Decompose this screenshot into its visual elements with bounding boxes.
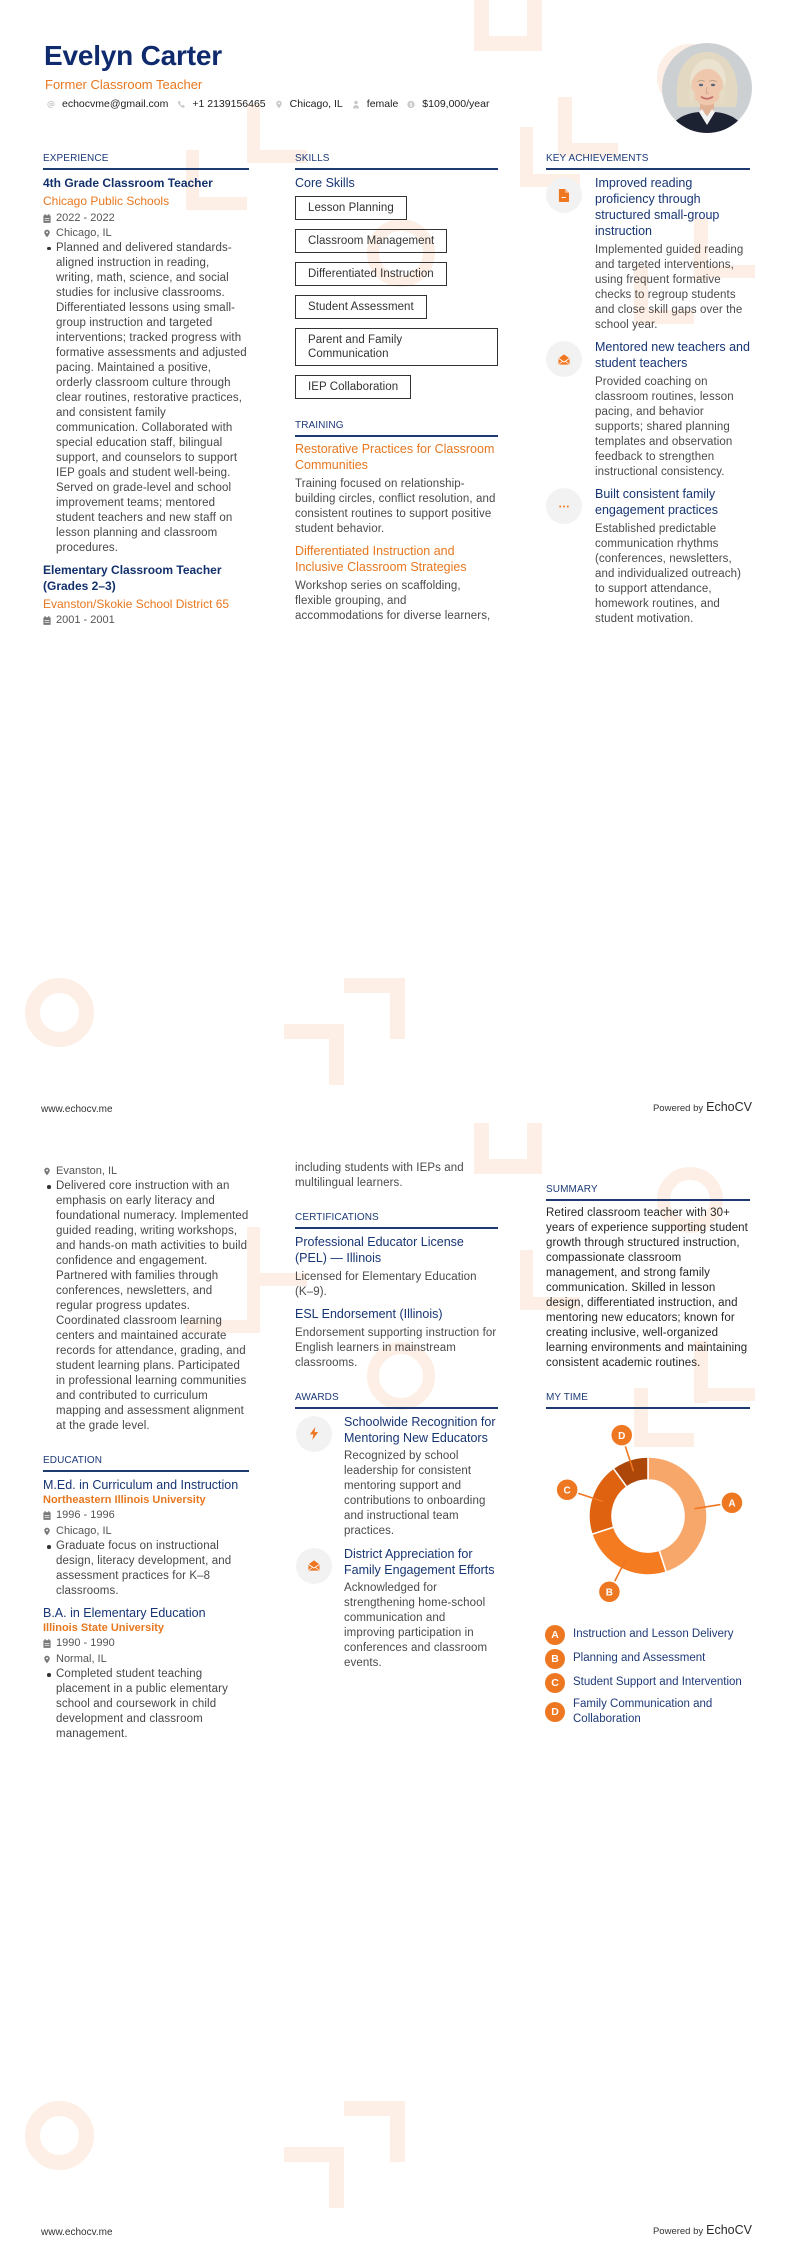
education-dates	[43, 1507, 249, 1523]
location-text: Chicago, IL	[56, 226, 112, 239]
phone-text: +1 2139156465	[192, 98, 266, 110]
chart-marker-c	[556, 1478, 578, 1500]
background-decoration	[474, 0, 542, 51]
awards-heading: AWARDS	[295, 1391, 498, 1409]
certification-title: ESL Endorsement (Illinois)	[295, 1307, 443, 1321]
award-description: Acknowledged for strengthening home-school communication and improving participation in conferences and classroom events.	[344, 1582, 488, 1669]
chart-marker-b	[598, 1580, 620, 1602]
legend-item-a	[545, 1625, 750, 1645]
location-pin-icon	[275, 100, 283, 109]
training-title: Restorative Practices for Classroom Communities	[295, 442, 495, 472]
calendar-icon	[43, 214, 51, 223]
achievement-description: Provided coaching on classroom routines, lesson pacing, and behavior supports; shared planning templates and observation feedback to strengthen instructional consistency.	[595, 375, 734, 478]
legend-label: Instruction and Lesson Delivery	[573, 1628, 734, 1640]
location-text: Normal, IL	[56, 1653, 107, 1665]
salary-text: $109,000/year	[422, 98, 490, 110]
achievement-description: Implemented guided reading and targeted interventions, using frequent formative checks to regroup students and close skill gaps over the school year.	[595, 243, 744, 331]
svg-text:C: C	[563, 1484, 571, 1496]
bullet-item: Delivered core instruction with an emphasis on early literacy and foundational numeracy. Implemented guided reading, writing workshops, and hands-on math activities to build confidence and engagement. Partnered with families through conferences, newsletters, and regular progress updates. Coordinated classroom learning centers and maintained accurate records for attendance, grading, and student learning plans. Participated in professional learning communities and contributed to curriculum mapping and assessment alignment at the grade level.	[56, 1180, 249, 1432]
award-description: Recognized by school leadership for consistent mentoring support and contributions to onboarding and instructional team practices.	[344, 1450, 486, 1537]
achievement-title: Built consistent family engagement practices	[595, 487, 718, 517]
achievement-body	[595, 175, 750, 333]
svg-text:A: A	[728, 1497, 736, 1509]
achievement-icon-badge	[546, 341, 582, 377]
legend-label: Student Support and Intervention	[573, 1676, 742, 1688]
footer-website-link[interactable]: www.echocv.me	[41, 1104, 113, 1115]
degree-title: M.Ed. in Curriculum and Instruction	[43, 1478, 239, 1492]
powered-by-label: Powered by	[652, 1103, 704, 1114]
gender-text: female	[366, 98, 399, 110]
experience-entry	[43, 175, 249, 556]
job-dates	[43, 613, 249, 628]
date-range-text: 1996 - 1996	[56, 1509, 115, 1521]
training-section	[295, 419, 498, 624]
donut-segment-b	[592, 1527, 666, 1575]
employer-name: Chicago Public Schools	[43, 194, 170, 208]
achievement-description: Established predictable communication rhythms (conferences, newsletters, and individualized outreach) to support attendance, homework routines, and student motivation.	[595, 522, 742, 625]
background-decoration	[390, 2101, 405, 2162]
location-pin-icon	[43, 1167, 51, 1176]
date-range-text: 1990 - 1990	[56, 1637, 115, 1649]
school-name: Illinois State University	[43, 1622, 165, 1634]
footer-powered-by[interactable]	[653, 1100, 752, 1114]
bullet-item: Planned and delivered standards-aligned instruction in reading, writing, math, science, and social studies for inclusive classrooms. Differentiated lessons using small-group instruction and targeted interventions; tracked progress with formative assessments and adjusted pacing. Maintained a positive, orderly classroom culture through clear routines, restorative practices, and consistent family communication. Collaborated with special education staff, bilingual support, and counselors to support IEP goals and student well-being. Served on grade-level and school improvement teams; mentored student teachers and new staff on lesson planning and classroom procedures.	[56, 241, 249, 556]
education-entry	[43, 1477, 249, 1599]
contact-salary	[407, 97, 489, 111]
skills-heading: SKILLS	[295, 152, 498, 170]
experience-entry	[43, 562, 249, 629]
location-text: Chicago, IL	[289, 98, 343, 110]
skill-tag: Parent and Family Communication	[295, 328, 498, 366]
envelope-open-icon	[558, 353, 570, 366]
achievement-body	[595, 339, 750, 480]
education-section	[43, 1454, 249, 1742]
date-range-text: 2022 - 2022	[56, 211, 115, 224]
location-pin-icon	[43, 1527, 51, 1536]
background-decoration	[329, 1024, 344, 1085]
award-item	[295, 1414, 498, 1540]
job-bullets	[43, 1179, 249, 1434]
background-decoration	[390, 978, 405, 1039]
achievement-title: Improved reading proficiency through structured small-group instruction	[595, 176, 720, 238]
right-column	[546, 152, 750, 627]
lightning-bolt-icon	[308, 1427, 320, 1440]
achievement-body	[595, 486, 750, 627]
certification-description: Licensed for Elementary Education (K–9).	[295, 1270, 477, 1298]
left-column	[43, 152, 249, 628]
brand-name: EchoCV	[706, 2223, 752, 2237]
job-dates	[43, 211, 249, 226]
skill-tag: Student Assessment	[295, 295, 427, 319]
right-column	[546, 1183, 750, 1731]
education-entry	[43, 1605, 249, 1742]
award-body	[344, 1546, 498, 1672]
education-location	[43, 1651, 249, 1667]
skill-tag: Differentiated Instruction	[295, 262, 447, 286]
bullet-item: Graduate focus on instructional design, literacy development, and assessment practices for K–8 classrooms.	[56, 1539, 249, 1599]
training-description: Training focused on relationship-building circles, conflict resolution, and consistent routines to support positive student behavior.	[295, 477, 496, 535]
training-title: Differentiated Instruction and Inclusive Classroom Strategies	[295, 544, 467, 574]
chart-legend	[546, 1625, 750, 1727]
experience-entry-continued	[43, 1164, 249, 1434]
training-heading: TRAINING	[295, 419, 498, 437]
certifications-section	[295, 1211, 498, 1371]
contact-info-row	[47, 97, 498, 111]
award-title: District Appreciation for Family Engagement Efforts	[344, 1546, 495, 1577]
skill-tag: IEP Collaboration	[295, 375, 411, 399]
contact-gender	[352, 97, 399, 111]
powered-by-label: Powered by	[652, 2226, 704, 2237]
location-text: Evanston, IL	[56, 1165, 118, 1177]
footer-website-link[interactable]: www.echocv.me	[41, 2227, 113, 2238]
calendar-icon	[43, 616, 51, 625]
chart-marker-a	[721, 1491, 743, 1513]
background-decoration	[25, 978, 94, 1047]
bullet-item: Completed student teaching placement in a public elementary school and coursework in child development and classroom management.	[56, 1667, 249, 1742]
achievement-item	[546, 339, 750, 480]
background-decoration	[329, 2147, 344, 2208]
achievement-title: Mentored new teachers and student teachers	[595, 340, 750, 370]
skills-section	[295, 152, 498, 408]
achievements-section	[546, 152, 750, 627]
education-location	[43, 1523, 249, 1539]
school-name: Northeastern Illinois University	[43, 1494, 206, 1506]
phone-icon	[177, 100, 185, 109]
job-title: Elementary Classroom Teacher (Grades 2–3)	[43, 562, 222, 593]
my-time-heading: MY TIME	[546, 1391, 750, 1409]
education-heading: EDUCATION	[43, 1454, 249, 1472]
at-icon	[47, 100, 55, 109]
education-dates	[43, 1635, 249, 1651]
location-pin-icon	[43, 1655, 51, 1664]
achievement-item	[546, 486, 750, 627]
footer-powered-by[interactable]	[653, 2223, 752, 2237]
legend-marker: C	[545, 1673, 565, 1693]
award-icon-badge	[296, 1548, 332, 1584]
file-icon	[558, 189, 570, 202]
candidate-title: Former Classroom Teacher	[45, 77, 203, 92]
skills-list	[295, 196, 498, 408]
legend-marker: D	[545, 1702, 565, 1722]
location-pin-icon	[43, 229, 51, 238]
award-body	[344, 1414, 498, 1540]
brand-name: EchoCV	[706, 1100, 752, 1114]
skills-group-title: Core Skills	[295, 176, 355, 190]
employer-name: Evanston/Skokie School District 65	[43, 596, 230, 611]
legend-item-c	[545, 1673, 750, 1693]
middle-column	[295, 1161, 498, 1671]
background-decoration	[25, 2101, 94, 2170]
award-title: Schoolwide Recognition for Mentoring New Educators	[344, 1414, 496, 1445]
svg-text:B: B	[605, 1586, 614, 1598]
achievement-icon-badge	[546, 177, 582, 213]
training-description-continued: including students with IEPs and multilingual learners.	[295, 1162, 464, 1189]
left-column	[43, 1164, 249, 1742]
email-text: echocvme@gmail.com	[62, 98, 169, 110]
summary-heading: SUMMARY	[546, 1183, 750, 1201]
awards-section	[295, 1391, 498, 1672]
ellipsis-icon	[558, 500, 570, 513]
calendar-icon	[43, 1511, 51, 1520]
summary-section	[546, 1183, 750, 1371]
skill-tag: Classroom Management	[295, 229, 447, 253]
skill-tag: Lesson Planning	[295, 196, 407, 220]
calendar-icon	[43, 1639, 51, 1648]
achievement-item	[546, 175, 750, 333]
location-text: Chicago, IL	[56, 1525, 112, 1537]
contact-location	[275, 97, 343, 111]
certifications-heading: CERTIFICATIONS	[295, 1211, 498, 1229]
chart-marker-d	[611, 1424, 633, 1446]
person-icon	[352, 100, 360, 109]
profile-photo	[662, 43, 752, 133]
portrait-image	[662, 43, 752, 133]
legend-item-b	[545, 1649, 750, 1669]
education-bullets	[43, 1667, 249, 1742]
legend-marker: A	[545, 1625, 565, 1645]
middle-column	[295, 152, 498, 624]
legend-label: Family Communication and Collaboration	[573, 1697, 713, 1725]
legend-label: Planning and Assessment	[573, 1652, 706, 1664]
date-range-text: 2001 - 2001	[56, 614, 115, 626]
achievements-heading: KEY ACHIEVEMENTS	[546, 152, 750, 170]
envelope-open-icon	[308, 1559, 320, 1572]
contact-email[interactable]	[47, 97, 168, 111]
candidate-name: Evelyn Carter	[44, 40, 222, 71]
job-title: 4th Grade Classroom Teacher	[43, 176, 213, 190]
experience-heading: EXPERIENCE	[43, 152, 249, 170]
training-description: Workshop series on scaffolding, flexible grouping, and accommodations for diverse learners,	[295, 579, 491, 622]
time-allocation-donut-chart	[546, 1416, 750, 1621]
job-location	[43, 1164, 249, 1179]
certification-title: Professional Educator License (PEL) — Illinois	[295, 1235, 464, 1265]
summary-text: Retired classroom teacher with 30+ years of experience supporting student growth through structured instruction, compassionate classroom management, and strong family communication. Skilled in lesson design, differentiated instruction, and mentoring new educators; known for creating inclusive, well-organized learning environments and maintaining consistent academic routines.	[546, 1207, 748, 1369]
my-time-section	[546, 1391, 750, 1727]
money-icon	[407, 100, 415, 109]
education-bullets	[43, 1539, 249, 1599]
job-bullets	[43, 241, 249, 556]
resume-page-2	[0, 1123, 794, 2246]
certification-description: Endorsement supporting instruction for English learners in mainstream classrooms.	[295, 1326, 497, 1369]
contact-phone[interactable]	[177, 97, 265, 111]
svg-text:D: D	[618, 1430, 626, 1442]
degree-title: B.A. in Elementary Education	[43, 1606, 206, 1620]
job-location	[43, 226, 249, 241]
achievement-icon-badge	[546, 488, 582, 524]
legend-item-d	[545, 1697, 750, 1727]
experience-section	[43, 152, 249, 628]
legend-marker: B	[545, 1649, 565, 1669]
award-icon-badge	[296, 1416, 332, 1452]
award-item	[295, 1546, 498, 1672]
